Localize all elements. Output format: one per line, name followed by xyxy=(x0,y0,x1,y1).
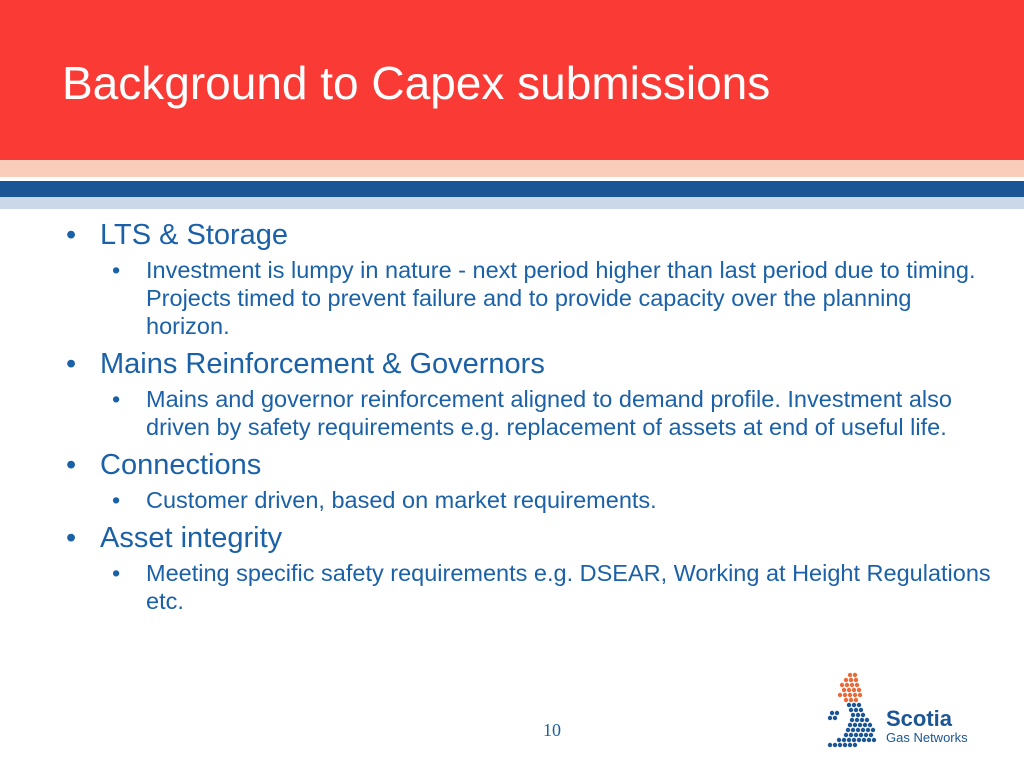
bullet-lts-storage xyxy=(66,219,996,252)
sub-bullet-text: Mains and governor reinforcement aligned to demand profile. Investment also driven by safety requirements e.g. replacement of assets at end of useful life. xyxy=(146,386,952,440)
bullet-glyph: • xyxy=(66,348,77,380)
sub-bullet-glyph: • xyxy=(112,487,121,513)
sub-bullet-glyph: • xyxy=(112,257,121,283)
uk-dot-map-icon xyxy=(822,671,886,751)
sub-bullet-connections xyxy=(66,486,996,514)
stripe-peach xyxy=(0,160,1024,177)
bullet-label: Mains Reinforcement & Governors xyxy=(100,348,545,380)
bullet-label: LTS & Storage xyxy=(100,219,289,251)
logo-wordmark-scotia: Scotia xyxy=(886,706,953,731)
bullet-glyph: • xyxy=(66,449,77,481)
scotia-gas-networks-logo xyxy=(822,671,977,751)
bullet-label: Connections xyxy=(100,449,262,481)
page-number: 10 xyxy=(543,720,561,740)
sub-bullet-glyph: • xyxy=(112,386,121,412)
sub-bullet-asset-integrity xyxy=(66,559,996,615)
title-banner xyxy=(0,0,1024,160)
bullet-asset-integrity xyxy=(66,522,996,555)
sub-bullet-text: Customer driven, based on market requirements. xyxy=(146,487,657,513)
sub-bullet-text: Meeting specific safety requirements e.g. DSEAR, Working at Height Regulations etc. xyxy=(146,560,991,614)
sub-bullet-text: Investment is lumpy in nature - next period higher than last period due to timing. Projects timed to prevent failure and to provide capacity over the planning horizon. xyxy=(146,257,976,339)
bullet-glyph: • xyxy=(66,219,77,251)
bullet-label: Asset integrity xyxy=(100,522,283,554)
stripe-blue xyxy=(0,181,1024,197)
slide-title: Background to Capex submissions xyxy=(62,57,771,109)
sub-bullet-glyph: • xyxy=(112,560,121,586)
stripe-light-blue xyxy=(0,197,1024,209)
logo-wordmark-gas-networks: Gas Networks xyxy=(886,730,968,745)
sub-bullet-mains-reinforcement xyxy=(66,385,996,441)
bullet-glyph: • xyxy=(66,522,77,554)
bullet-list xyxy=(66,219,996,623)
bullet-mains-reinforcement xyxy=(66,348,996,381)
bullet-connections xyxy=(66,449,996,482)
sub-bullet-lts-storage xyxy=(66,256,996,340)
